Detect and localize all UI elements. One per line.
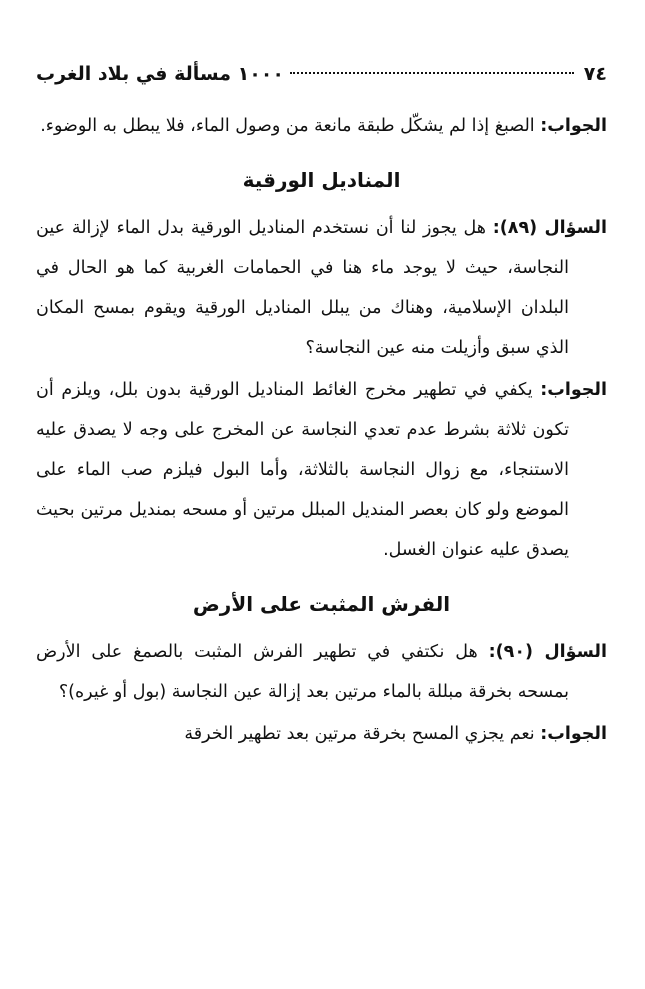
question-paragraph [36, 632, 607, 712]
answer-label: الجواب: [540, 116, 607, 136]
question-text: هل يجوز لنا أن نستخدم المناديل الورقية بدل الماء لإزالة عين النجاسة، حيث لا يوجد ماء هنا في الحمامات الغربية كما هو الحال في البلدان الإسلامية، وهناك من يبلل المناديل الورقية ويقوم بمسح المكان الذي سبق وأزيلت منه عين النجاسة؟ [36, 218, 569, 358]
answer-label: الجواب: [540, 380, 607, 400]
answer-paragraph [36, 714, 607, 754]
leader-dots [290, 72, 574, 74]
section-heading: الفرش المثبت على الأرض [192, 592, 451, 616]
document-page [36, 60, 607, 949]
answer-text: يكفي في تطهير مخرج الغائط المناديل الورقية بدون بلل، ويلزم أن تكون ثلاثة بشرط عدم تعدي النجاسة عن المخرج على وجه لا يصدق عليه الاستنجاء، مع زوال النجاسة بالثلاثة، وأما البول فيلزم صب الماء على الموضع ولو كان بعصر المنديل المبلل مرتين أو مسحه بمنديل مرتين بحيث يصدق عليه عنوان الغسل. [36, 380, 569, 560]
page-number: ٧٤ [583, 63, 607, 85]
answer-paragraph [36, 370, 607, 570]
book-title: ١٠٠٠ مسألة في بلاد الغرب [36, 63, 284, 85]
running-header [36, 60, 607, 88]
answer-text: نعم يجزي المسح بخرقة مرتين بعد تطهير الخرقة [184, 724, 541, 744]
answer-paragraph [36, 106, 607, 146]
question-label: السؤال (٩٠): [488, 642, 607, 662]
question-text: هل نكتفي في تطهير الفرش المثبت بالصمغ على الأرض بمسحه بخرقة مبللة بالماء مرتين بعد إزالة عين النجاسة (بول أو غيره)؟ [36, 642, 569, 702]
answer-label: الجواب: [540, 724, 607, 744]
question-paragraph [36, 208, 607, 368]
answer-text: الصبغ إذا لم يشكّل طبقة مانعة من وصول الماء، فلا يبطل به الوضوء. [40, 116, 541, 136]
question-label: السؤال (٨٩): [492, 218, 608, 238]
section-heading: المناديل الورقية [242, 168, 401, 192]
